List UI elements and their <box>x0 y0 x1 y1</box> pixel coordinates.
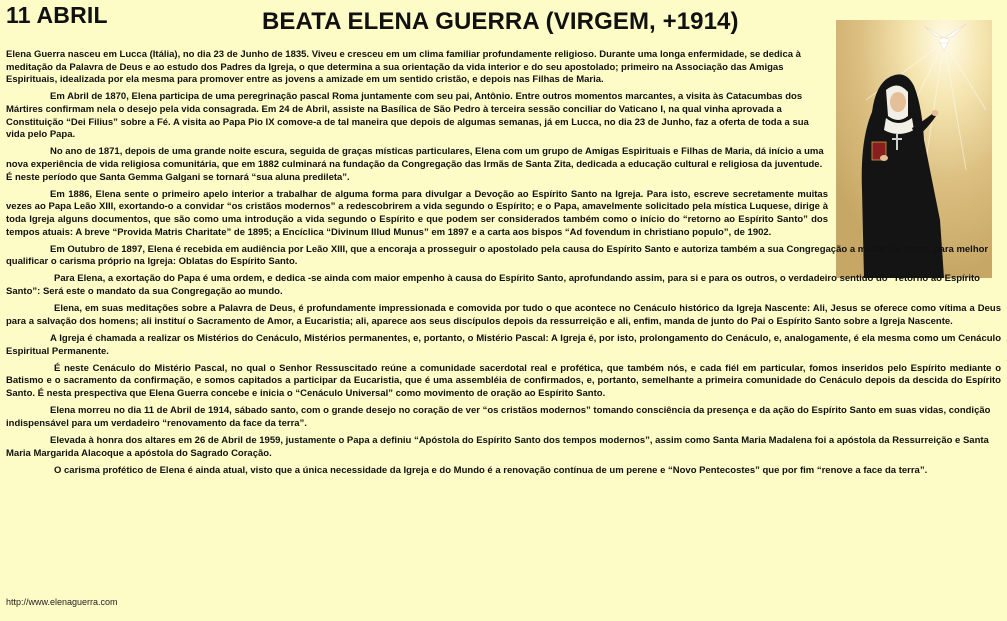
paragraph-12: O carisma profético de Elena é ainda atual, visto que a única necessidade da Igreja e do Mundo é a renovação contínua de um perene e “Novo Pentecostes” que por fim “renove a face da terra”. <box>54 464 928 476</box>
paragraph-9: É neste Cenáculo do Mistério Pascal, no qual o Senhor Ressuscitado reúne a comunidade sacerdotal real e profética, que também nós, e cada fiél em particular, fomos inseridos pelo Espírito mediante o Batismo e o sacramento da confirmação, e somos capitados a participar da Eucaristia, que é uma assembléia de confirmados, e, portanto, semelhante a primeira comunidade do Cenáculo depois da descida do Espírito Santo. É nesta prespectiva que Elena Guerra concebe e inicia o “Cenáculo Universal” como movimento de oração ao Espírito Santo. <box>6 362 1001 399</box>
paragraph-3: No ano de 1871, depois de uma grande noite escura, seguida de graças místicas particulares, Elena com um grupo de Amigas Espirituais e Filhas de Maria, dá início a uma nova experiência de vida religiosa comunitária, que em 1882 culminará na fundação da Congregação das Irmãs de Santa Zita, dedicada a educação cultural e religiosa da juventude. É neste período que Santa Gemma Galgani se tornará “sua aluna predileta”. <box>6 146 824 183</box>
page-title: BEATA ELENA GUERRA (VIRGEM, +1914) <box>262 8 739 35</box>
source-url[interactable]: http://www.elenaguerra.com <box>6 597 118 607</box>
paragraph-4: Em 1886, Elena sente o primeiro apelo interior a trabalhar de alguma forma para divulgar a Devoção ao Espírito Santo na Igreja. Para isto, escreve secretamente muitas vezes ao Papa Leão XIII, exortando-o a convidar “os cristãos modernos” a redescobrirem a vida segundo o Espírito; e o Papa, amavelmente solicitado pela mística Luquese, dirige à toda Igreja alguns documentos, que são como uma introdução a vida segundo o Espírito e que podem ser considerados também como o início do “retorno ao Espírito Santo” dos tempos atuais: A breve “Provida Matris Charitate” de 1895; a Encíclica “Divinum Illud Munus” em 1897 e a carta aos bispos “Ad fovendum in christiano populo”, de 1902. <box>6 188 828 238</box>
paragraph-1: Elena Guerra nasceu em Lucca (Itália), no dia 23 de Junho de 1835. Viveu e cresceu em um clima familiar profundamente religioso. Durante uma longa enfermidade, se dedica à meditação da Palavra de Deus e ao estudo dos Padres da Igreja, o que determina a sua orientação da vida interior e do seu apostolado; primeiro na Associação das Amigas Espirituais, idealizada por ela mesma para promover entre as jovens a amizade em um sentido cristão, e depois nas Filhas de Maria. <box>6 49 801 86</box>
paragraph-7: Elena, em suas meditações sobre a Palavra de Deus, é profundamente impressionada e comovida por tudo o que acontece no Cenáculo histórico da Igreja Nascente: Ali, Jesus se oferece como vítima a Deus para a salvação dos homens; ali instituí o Sacramento de Amor, a Eucaristia; ali, aparece aos seus discípulos depois da ressurreição e ali, enfim, manda de junto do Pai o Espírito Santo sobre a Igreja Nascente. <box>6 303 1001 327</box>
paragraph-2: Em Abril de 1870, Elena participa de uma peregrinação pascal Roma juntamente com seu pai, Antônio. Entre outros momentos marcantes, a visita às Catacumbas dos Mártires confirmam nela o desejo pela vida consagrada. Em 24 de Abril, assiste na Basílica de São Pedro à terceira sessão conciliar do Vaticano I, na qual vinha aprovada a Constituição “Dei Filius” sobre a Fé. A visita ao Papa Pio IX comove-a de tal maneira que depois de algumas semanas, já em Lucca, no dia 23 de Junho, faz a oferta de toda a sua vida pelo Papa. <box>6 91 809 141</box>
paragraph-11: Elevada à honra dos altares em 26 de Abril de 1959, justamente o Papa a definiu “Apóstola do Espírito Santo dos tempos modernos”, assim como Santa Maria Madalena foi a apóstola da Ressurreição e Santa Maria Margarida Alacoque a apóstola do Sagrado Coração. <box>6 434 989 459</box>
paragraph-8: A Igreja é chamada a realizar os Mistérios do Cenáculo, Mistérios permanentes, e, portanto, o Mistério Pascal: A Igreja é, por isto, prolongamento do Cenáculo, e, analogamente, é ela mesma como um Cenáculo Espiritual Permanente. <box>6 333 1001 357</box>
paragraph-5: Em Outubro de 1897, Elena é recebida em audiência por Leão XIII, que a encoraja a prosseguir o apostolado pela causa do Espírito Santo e autoriza também a sua Congregação a mudar de nome, para melhor qualificar o carisma próprio na Igreja: Oblatas do Espírito Santo. <box>6 243 989 268</box>
article-body <box>6 49 1001 482</box>
paragraph-6: Para Elena, a exortação do Papa é uma ordem, e dedica -se ainda com maior empenho à causa do Espírito Santo, aprofundando assim, para si e para os outros, o verdadeiro sentido do “retorno ao Espírito Santo”: Será este o mandato da sua Congregação ao mundo. <box>6 273 980 298</box>
paragraph-10: Elena morreu no dia 11 de Abril de 1914, sábado santo, com o grande desejo no coração de ver “os cristãos modernos” tomando consciência da presença e da ação do Espírito Santo em suas vidas, condição indispensável para um verdadeiro “renovamento da face da terra”. <box>6 405 991 429</box>
date-heading: 11 ABRIL <box>6 2 108 28</box>
